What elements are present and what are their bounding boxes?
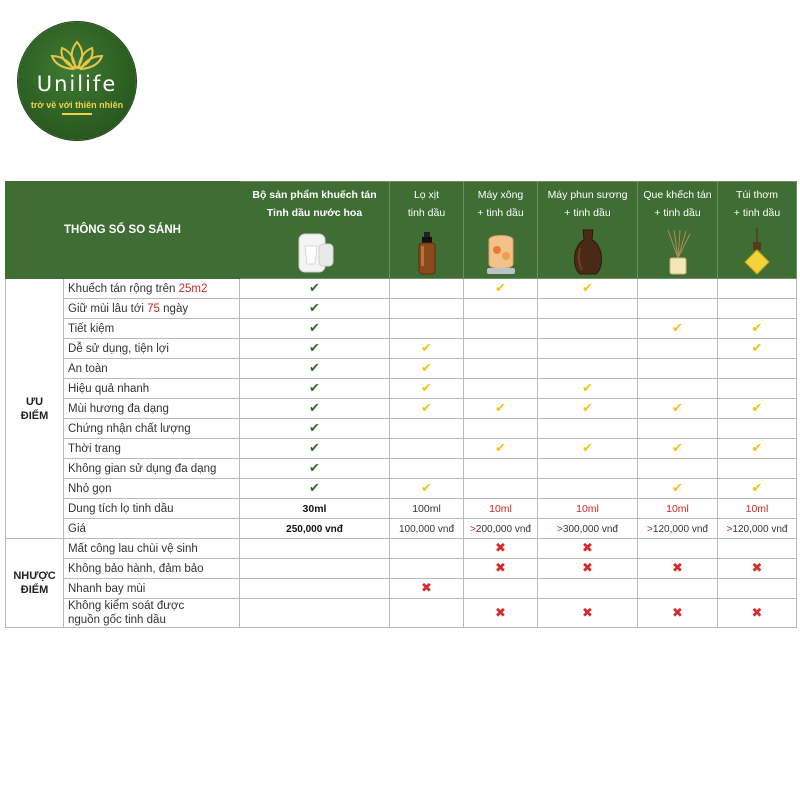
pros-cell: [464, 419, 538, 439]
unilife-logo: [18, 22, 136, 140]
product-header-3: [464, 182, 538, 279]
pros-cell: [538, 379, 638, 399]
product-5-line-1: Que khếch tán: [643, 189, 712, 201]
price-cell: >120,000 vnđ: [718, 519, 797, 539]
pros-cell: [240, 299, 390, 319]
pros-cell: [390, 479, 464, 499]
cons-cell: [390, 579, 464, 599]
product-header-2: [390, 182, 464, 279]
price-cell: 250,000 vnđ: [240, 519, 390, 539]
table-row: [6, 439, 797, 459]
table-row: [6, 419, 797, 439]
criterion-label: Tiết kiệm: [64, 319, 240, 339]
capacity-row: [6, 499, 797, 519]
comparison-body: [6, 279, 797, 628]
check-icon: ✔: [309, 361, 320, 376]
table-row: [6, 399, 797, 419]
cons-group-label: NHƯỢC ĐIỂM: [6, 539, 64, 628]
check-icon: ✔: [309, 281, 320, 296]
cross-icon: ✖: [672, 605, 683, 621]
capacity-cell: 10ml: [718, 499, 797, 519]
product-1-line-1: Bộ sản phẩm khuếch tán: [252, 189, 377, 201]
pros-cell: [538, 279, 638, 299]
check-icon: ✔: [672, 321, 683, 336]
check-icon: ✔: [309, 381, 320, 396]
product-6-line-1: Túi thơm: [736, 189, 778, 201]
pros-cell: [718, 339, 797, 359]
criterion-label: Giữ mùi lâu tới 75 ngày: [64, 299, 240, 319]
pros-cell: [390, 339, 464, 359]
cons-cell: [240, 579, 390, 599]
criterion-label: Nhỏ gọn: [64, 479, 240, 499]
hanging-bottle-icon: [742, 228, 772, 276]
table-row: [6, 299, 797, 319]
pros-cell: [718, 419, 797, 439]
table-row: [6, 319, 797, 339]
cross-icon: ✖: [495, 605, 506, 621]
pros-cell: [240, 339, 390, 359]
cons-cell: [718, 579, 797, 599]
check-icon: ✔: [495, 281, 506, 296]
pros-cell: [718, 359, 797, 379]
check-icon: ✔: [582, 381, 593, 396]
table-row: [6, 459, 797, 479]
pros-cell: [390, 299, 464, 319]
cross-icon: ✖: [582, 561, 593, 576]
pros-cell: [390, 459, 464, 479]
price-label: Giá: [64, 519, 240, 539]
table-row: [6, 339, 797, 359]
cons-cell: [638, 579, 718, 599]
price-cell: >200,000 vnđ: [464, 519, 538, 539]
pros-cell: [538, 299, 638, 319]
corner-title: THÔNG SỐ SO SÁNH: [6, 182, 240, 279]
check-icon: ✔: [421, 361, 432, 376]
pros-cell: [718, 319, 797, 339]
pros-cell: [638, 339, 718, 359]
plug-in-diffuser-icon: [293, 230, 337, 276]
pros-cell: [390, 379, 464, 399]
table-row: [6, 559, 797, 579]
product-3-line-1: Máy xông: [477, 189, 524, 201]
pros-cell: [240, 419, 390, 439]
cons-cell: [240, 599, 390, 628]
pros-cell: [538, 339, 638, 359]
pros-cell: [638, 299, 718, 319]
cons-cell: [638, 559, 718, 579]
check-icon: ✔: [751, 441, 763, 456]
criterion-label: Mất công lau chùi vệ sinh: [64, 539, 240, 559]
pros-cell: [638, 399, 718, 419]
table-row: [6, 359, 797, 379]
table-row: [6, 379, 797, 399]
cons-cell: [464, 539, 538, 559]
check-icon: ✔: [421, 341, 432, 356]
table-row: [6, 479, 797, 499]
check-icon: ✔: [751, 341, 763, 356]
capacity-label: Dung tích lọ tinh dầu: [64, 499, 240, 519]
pros-cell: [538, 359, 638, 379]
check-icon: ✔: [421, 401, 432, 416]
criterion-label: Thời trang: [64, 439, 240, 459]
capacity-cell: 10ml: [538, 499, 638, 519]
spray-bottle-icon: [416, 230, 438, 276]
pros-cell: [538, 399, 638, 419]
product-1-line-2: Tinh dầu nước hoa: [266, 207, 363, 219]
criterion-label: Chứng nhận chất lượng: [64, 419, 240, 439]
pros-cell: [638, 459, 718, 479]
capacity-cell: 30ml: [240, 499, 390, 519]
pros-cell: [464, 439, 538, 459]
pros-cell: [240, 439, 390, 459]
pros-cell: [638, 319, 718, 339]
pros-cell: [638, 279, 718, 299]
pros-cell: [538, 419, 638, 439]
brand-tagline: trở về với thiên nhiên: [30, 100, 124, 110]
criterion-label: Dễ sử dụng, tiện lợi: [64, 339, 240, 359]
cons-cell: [718, 559, 797, 579]
cons-cell: [538, 599, 638, 628]
product-header-1: [240, 182, 390, 279]
check-icon: ✔: [309, 321, 320, 336]
capacity-cell: 10ml: [464, 499, 538, 519]
cons-cell: [718, 599, 797, 628]
pros-cell: [464, 319, 538, 339]
table-row: [6, 599, 797, 628]
comparison-table: [5, 181, 797, 628]
check-icon: ✔: [309, 441, 320, 456]
product-2-line-1: Lọ xịt: [413, 189, 440, 201]
pros-cell: [240, 459, 390, 479]
pros-cell: [464, 359, 538, 379]
cons-cell: [240, 539, 390, 559]
check-icon: ✔: [751, 321, 763, 336]
product-6-line-2: + tinh dầu: [733, 207, 781, 219]
cons-cell: [390, 559, 464, 579]
pros-cell: [240, 379, 390, 399]
check-icon: ✔: [582, 441, 593, 456]
header-row: [6, 182, 797, 279]
criterion-label: Nhanh bay mùi: [64, 579, 240, 599]
pros-cell: [240, 479, 390, 499]
pros-cell: [718, 279, 797, 299]
pros-cell: [464, 339, 538, 359]
product-2-line-2: tinh dầu: [407, 207, 446, 219]
pros-cell: [638, 419, 718, 439]
cons-cell: [464, 599, 538, 628]
pros-cell: [240, 359, 390, 379]
pros-cell: [240, 399, 390, 419]
product-5-line-2: + tinh dầu: [654, 207, 701, 219]
criterion-label: Không kiểm soát được nguồn gốc tinh dầu: [64, 599, 240, 628]
pros-cell: [718, 399, 797, 419]
table-row: [6, 579, 797, 599]
criterion-label: Không bảo hành, đảm bảo: [64, 559, 240, 579]
check-icon: ✔: [672, 441, 683, 456]
cross-icon: ✖: [582, 541, 593, 556]
pros-cell: [390, 419, 464, 439]
cons-cell: [538, 579, 638, 599]
pros-cell: [390, 359, 464, 379]
price-cell: >120,000 vnđ: [638, 519, 718, 539]
check-icon: ✔: [582, 401, 593, 416]
cons-cell: [638, 599, 718, 628]
pros-cell: [464, 399, 538, 419]
pros-cell: [464, 459, 538, 479]
price-cell: >300,000 vnđ: [538, 519, 638, 539]
cons-cell: [538, 539, 638, 559]
ceramic-burner-icon: [483, 230, 519, 276]
check-icon: ✔: [751, 481, 763, 496]
cross-icon: ✖: [672, 561, 683, 576]
pros-cell: [390, 439, 464, 459]
check-icon: ✔: [309, 421, 320, 436]
check-icon: ✔: [495, 401, 506, 416]
product-header-4: [538, 182, 638, 279]
pros-cell: [538, 439, 638, 459]
check-icon: ✔: [672, 401, 683, 416]
pros-cell: [464, 379, 538, 399]
pros-cell: [638, 479, 718, 499]
pros-cell: [718, 439, 797, 459]
comparison-table-wrapper: [5, 181, 797, 628]
reed-diffuser-icon: [663, 228, 693, 276]
capacity-cell: 100ml: [390, 499, 464, 519]
brand-name: Unilife: [36, 72, 118, 96]
check-icon: ✔: [309, 461, 320, 476]
check-icon: ✔: [309, 301, 320, 316]
check-icon: ✔: [309, 401, 320, 416]
pros-cell: [464, 279, 538, 299]
cross-icon: ✖: [421, 581, 432, 596]
check-icon: ✔: [495, 441, 506, 456]
cons-cell: [718, 539, 797, 559]
check-icon: ✔: [751, 401, 763, 416]
pros-cell: [538, 479, 638, 499]
capacity-cell: 10ml: [638, 499, 718, 519]
pros-cell: [638, 439, 718, 459]
pros-cell: [718, 479, 797, 499]
check-icon: ✔: [309, 341, 320, 356]
product-header-6: [718, 182, 797, 279]
pros-cell: [538, 459, 638, 479]
table-row: [6, 539, 797, 559]
cons-cell: [390, 599, 464, 628]
criterion-label: Hiệu quả nhanh: [64, 379, 240, 399]
pros-cell: [718, 459, 797, 479]
product-4-line-2: + tinh dầu: [564, 207, 611, 219]
pros-cell: [464, 479, 538, 499]
price-row: [6, 519, 797, 539]
pros-cell: [390, 319, 464, 339]
pros-cell: [718, 379, 797, 399]
cons-cell: [240, 559, 390, 579]
pros-cell: [718, 299, 797, 319]
pros-cell: [240, 279, 390, 299]
pros-cell: [240, 319, 390, 339]
pros-cell: [638, 379, 718, 399]
product-4-line-1: Máy phun sương: [547, 189, 628, 201]
criterion-label: An toàn: [64, 359, 240, 379]
cons-cell: [538, 559, 638, 579]
cross-icon: ✖: [751, 605, 763, 621]
pros-cell: [538, 319, 638, 339]
check-icon: ✔: [421, 381, 432, 396]
cross-icon: ✖: [495, 561, 506, 576]
criterion-label: Mùi hương đa dạng: [64, 399, 240, 419]
cons-cell: [464, 579, 538, 599]
cons-cell: [390, 539, 464, 559]
criterion-label: Khuếch tán rộng trên 25m2: [64, 279, 240, 299]
table-row: [6, 279, 797, 299]
pros-cell: [390, 399, 464, 419]
price-cell: 100,000 vnđ: [390, 519, 464, 539]
pros-cell: [390, 279, 464, 299]
pros-cell: [464, 299, 538, 319]
check-icon: ✔: [582, 281, 593, 296]
check-icon: ✔: [309, 481, 320, 496]
cross-icon: ✖: [751, 561, 763, 576]
cons-cell: [638, 539, 718, 559]
criterion-label: Không gian sử dụng đa dạng: [64, 459, 240, 479]
pros-cell: [638, 359, 718, 379]
product-header-5: [638, 182, 718, 279]
cons-cell: [464, 559, 538, 579]
vase-humidifier-icon: [568, 228, 608, 276]
cross-icon: ✖: [582, 605, 593, 621]
pros-group-label: ƯU ĐIỂM: [6, 279, 64, 539]
product-3-line-2: + tinh dầu: [477, 207, 524, 219]
cross-icon: ✖: [495, 541, 506, 556]
check-icon: ✔: [672, 481, 683, 496]
check-icon: ✔: [421, 481, 432, 496]
